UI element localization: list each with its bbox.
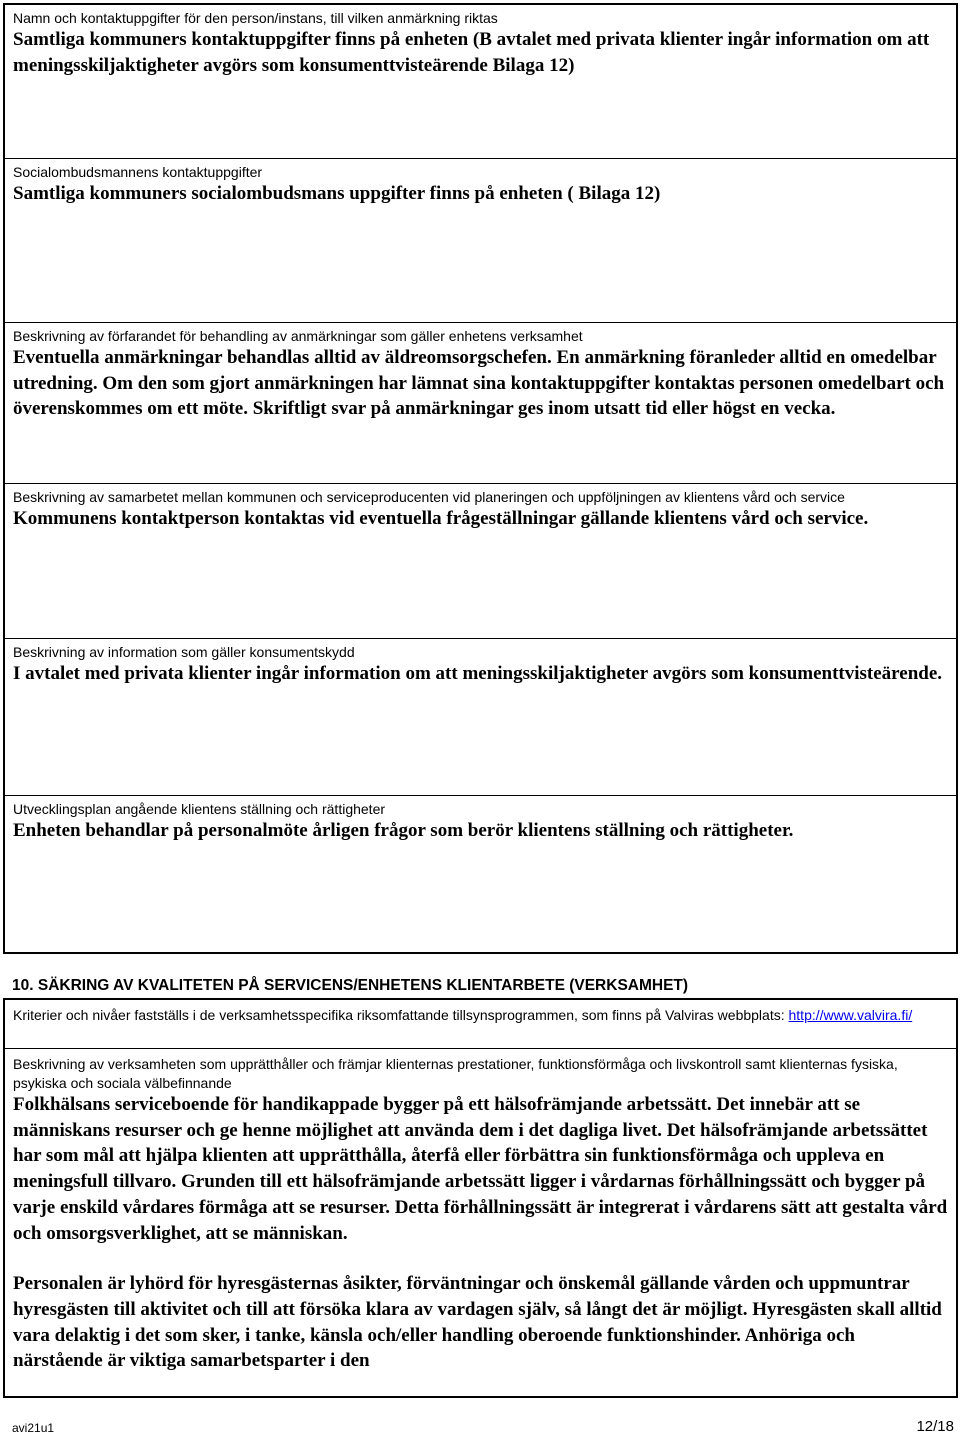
section-consumer-protection (5, 638, 956, 795)
field-value: Eventuella anmärkningar behandlas alltid av äldreomsorgschefen. En anmärkning föranleder alltid en omedelbar utredning. Om den som gjort anmärkningen har lämnat sina kontaktuppgifter kontaktas personen omedelbart och överenskommes om ett möte. Skriftligt svar på anmärkningar ges inom utsatt tid eller högst en vecka. (13, 347, 945, 419)
field-label: Socialombudsmannens kontaktuppgifter (13, 164, 263, 180)
complaints-section-box (3, 3, 958, 954)
page-number: 12/18 (916, 1418, 954, 1435)
criteria-row (5, 1000, 956, 1048)
activities-row (5, 1048, 956, 1396)
form-code: avi21u1 (12, 1421, 55, 1435)
field-label: Beskrivning av samarbetet mellan kommunen och serviceproducenten vid planeringen och uppföljningen av klientens vård och service (13, 489, 845, 505)
description-label: Beskrivning av verksamheten som upprätthåller och främjar klienternas prestationer, funktionsförmåga och livskontroll samt klienternas fysiska, psykiska och sociala välbefinnande (13, 1056, 898, 1091)
field-label: Beskrivning av förfarandet för behandling av anmärkningar som gäller enhetens verksamhet (13, 328, 583, 344)
field-label: Beskrivning av information som gäller konsumentskydd (13, 644, 355, 660)
section-development-plan (5, 795, 956, 952)
field-value: Kommunens kontaktperson kontaktas vid eventuella frågeställningar gällande klientens vård och service. (13, 508, 869, 529)
field-label: Namn och kontaktuppgifter för den person/instans, till vilken anmärkning riktas (13, 10, 498, 26)
criteria-text: Kriterier och nivåer fastställs i de verksamhetsspecifika riksomfattande tillsynsprogrammen, som finns på Valviras webbplats: (13, 1007, 785, 1023)
section-cooperation (5, 483, 956, 638)
field-value: Samtliga kommuners kontaktuppgifter finns på enheten (B avtalet med privata klienter ingår information om att meningsskiljaktigheter avgörs som konsumenttvisteärende Bilaga 12) (13, 29, 930, 76)
field-value: Enheten behandlar på personalmöte årligen frågor som berör klientens ställning och rättigheter. (13, 820, 794, 841)
paragraph-1: Folkhälsans serviceboende för handikappade bygger på ett hälsofrämjande arbetssätt. Det innebär att se människans resurser och ge henne möjlighet att använda dem i det dagliga livet. Det hälsofrämjande arbetssättet har som mål att hjälpa klienten att upprätthålla, återfå eller förbättra sin funktionsförmåga och uppleva en meningsfull tillvaro. Grunden till ett hälsofrämjande arbetssätt ligger i vårdarnas förhållningssätt och bygger på varje enskild vårdares förmåga att se resurser. Detta förhållningssätt är integrerat i vårdarens sätt att gestalta vård och omsorgsverklighet, att se människan. (13, 1094, 948, 1244)
section-ombudsman-contact (5, 158, 956, 322)
field-label: Utvecklingsplan angående klientens ställning och rättigheter (13, 801, 386, 817)
section-10-heading: 10. SÄKRING AV KVALITETEN PÅ SERVICENS/ENHETENS KLIENTARBETE (VERKSAMHET) (12, 977, 689, 994)
field-value: Samtliga kommuners socialombudsmans uppgifter finns på enheten ( Bilaga 12) (13, 183, 661, 204)
paragraph-2: Personalen är lyhörd för hyresgästernas åsikter, förväntningar och önskemål gällande vården och uppmuntrar hyresgästen till aktivitet och till att försöka klara av vardagen själv, så långt det är möjligt. Hyresgästen skall alltid vara delaktig i det som sker, i tanke, känsla och/eller handling oberoende funktionshinder. Anhöriga och närstående är viktiga samarbetsparter i den (13, 1273, 942, 1372)
quality-section-box (3, 998, 958, 1398)
section-complaint-recipient (5, 5, 956, 158)
field-value: I avtalet med privata klienter ingår information om att meningsskiljaktigheter avgörs som konsumenttvisteärende. (13, 663, 943, 684)
valvira-link[interactable]: http://www.valvira.fi/ (788, 1007, 913, 1023)
section-complaint-procedure (5, 322, 956, 483)
